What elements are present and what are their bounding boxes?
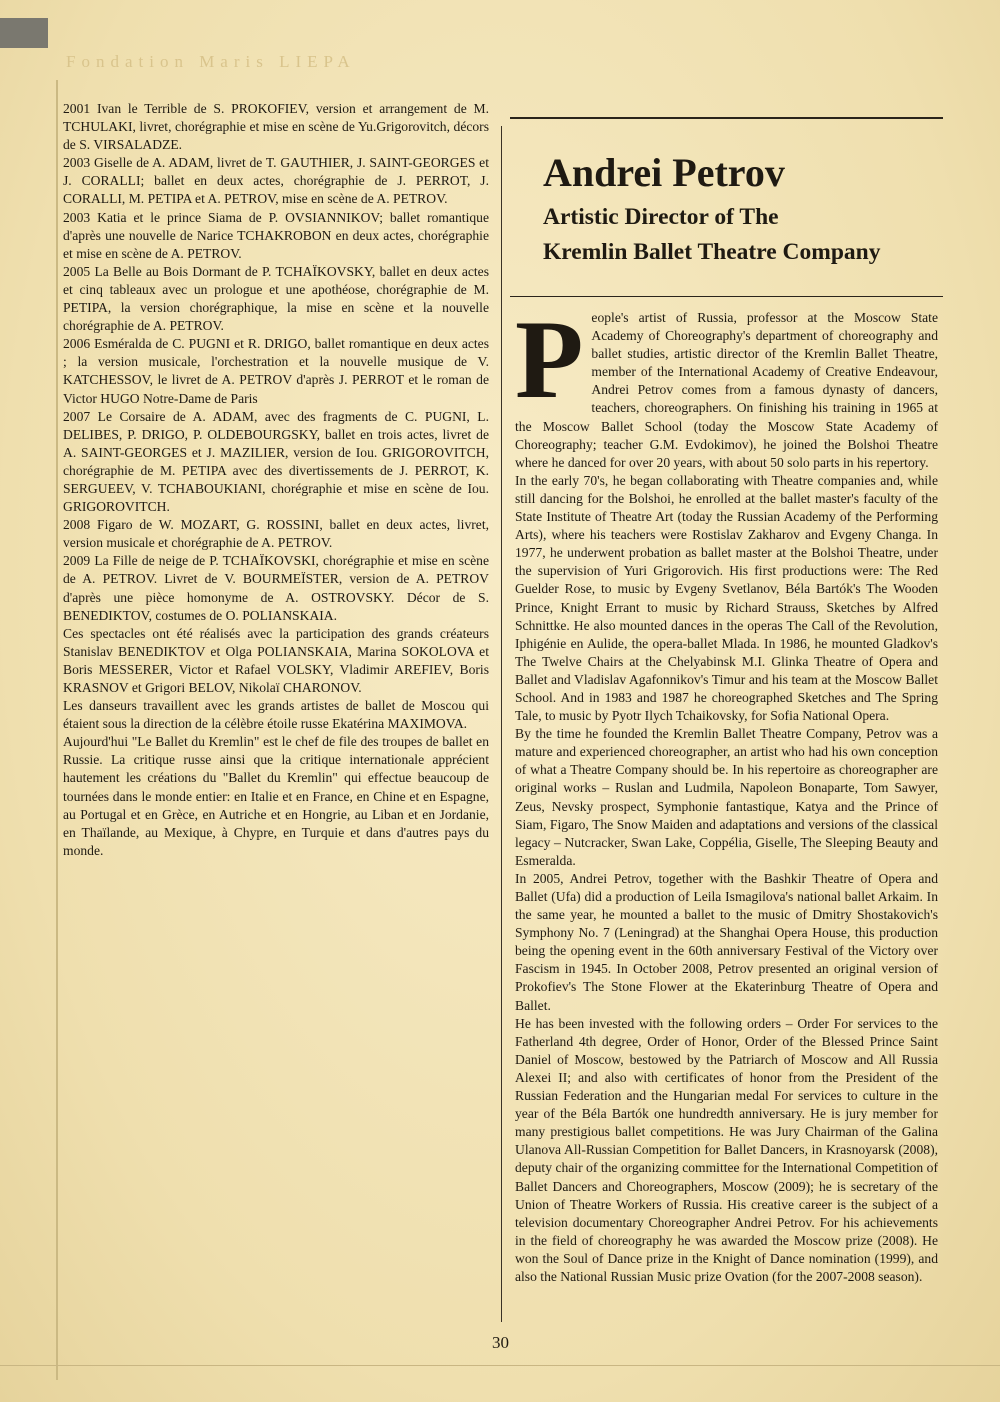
scan-corner-mark (0, 18, 48, 48)
right-column (515, 298, 938, 1286)
intro-text: eople's artist of Russia, professor at the Moscow State Academy of Choreography's department of choreography and ballet studies, artistic director of the Kremlin Ballet Theatre, member of the International Academy of Creative Endeavour, Andrei Petrov comes from a famous dynasty of dancers, teachers, choreographers. On finishing his training in 1965 at the Moscow Ballet School (today the Moscow State Academy of Choreography; teacher G.M. Evdokimov), he joined the Bolshoi Theatre where he danced for over 20 years, with about 50 solo parts in his repertory. (515, 310, 938, 470)
page-header: Fondation Maris LIEPA (66, 52, 356, 71)
left-paragraph: 2003 Katia et le prince Siama de P. OVSIANNIKOV; ballet romantique d'après une nouvelle de Narice TCHAKROBON en deux actes, chorégraphie et mise en scène de A. PETROV. (63, 209, 489, 261)
column-divider (501, 126, 502, 1322)
left-paragraph: Ces spectacles ont été réalisés avec la participation des grands créateurs Stanislav BENEDIKTOV et Olga POLIANSKAIA, Marina SOKOLOVA et Boris MESSERER, Victor et Rafael VOLSKY, Vladimir AREFIEV, Boris KRASNOV et Grigori BELOV, Nikolaï CHARONOV. (63, 625, 489, 695)
biography-paragraph: He has been invested with the following orders – Order For services to the Fatherland 4th degree, Order of Honor, Order of the Blessed Prince Saint Daniel of Moscow, bestowed by the Patriarch of Moscow and All Russia Alexei II; and also with certificates of honor from the President of the Russian Federation and the Hungarian medal For services to culture in the year of the Béla Bartók one hundredth anniversary. He is jury member for many prestigious ballet competitions. He was Jury Chairman of the Galina Ulanova All-Russian Competition for Ballet Dancers, in Krasnoyarsk (2008), deputy chair of the organizing committee for the International Competition of Ballet Dancers and Choreographers, Moscow (2009); he is secretary of the Union of Theatre Workers of Russia. His creative career is the subject of a television documentary Choreographer Andrei Petrov. For his achievements in the field of choreography he was awarded the Moscow prize (2008). He won the Soul of Dance prize in the Knight of Dance nomination (1999), and also the National Russian Music prize Ovation (for the 2007-2008 season). (515, 1015, 938, 1284)
left-paragraph: 2008 Figaro de W. MOZART, G. ROSSINI, ballet en deux actes, livret, version musicale et chorégraphie de A. PETROV. (63, 517, 489, 551)
page-number: 30 (492, 1333, 509, 1352)
title-top-rule (510, 117, 943, 119)
article-subtitle-line-1: Artistic Director of The (543, 204, 779, 230)
left-paragraph: Aujourd'hui "Le Ballet du Kremlin" est le chef de file des troupes de ballet en Russie. La critique russe ainsi que la critique internationale apprécient hautement les créations du "Ballet du Kremlin" qui effectue beaucoup de tournées dans le monde entier: en Italie et en France, en Chine et en Espagne, au Portugal et en Grèce, en Autriche et en Hongrie, au Liban et en Jordanie, en Thaïlande, au Mexique, à Chypre, en Turquie et dans d'autres pays du monde. (63, 734, 489, 858)
biography-paragraph: By the time he founded the Kremlin Ballet Theatre Company, Petrov was a mature and experienced choreographer, an artist who had his own conception of what a Theatre Company should be. In his repertoire as choreographer are original works – Ruslan and Ludmila, Napoleon Bonaparte, Tom Sawyer, Zeus, Nevsky prospect, Symphonie fantastique, Katya and the Prince of Siam, Figaro, The Snow Maiden and adaptations and versions of the classical legacy – Nutcracker, Swan Lake, Coppélia, Giselle, The Sleeping Beauty and Esmeralda. (515, 726, 938, 868)
left-paragraph: 2003 Giselle de A. ADAM, livret de T. GAUTHIER, J. SAINT-GEORGES et J. CORALLI; ballet en deux actes, chorégraphie de J. PERROT, J. CORALLI, M. PETIPA et A. PETROV, mise en scène de A. PETROV. (63, 155, 489, 207)
title-bottom-rule (510, 296, 943, 297)
left-paragraph: 2001 Ivan le Terrible de S. PROKOFIEV, version et arrangement de M. TCHULAKI, livret, chorégraphie et mise en scène de Yu.Grigorovitch, décors de S. VIRSALADZE. (63, 101, 489, 153)
left-paragraph: 2005 La Belle au Bois Dormant de P. TCHAÏKOVSKY, ballet en deux actes et cinq tableaux avec un prologue et une apothéose, chorégraphie de M. PETIPA, la version chorégraphique, la mise en scène et la nouvelle chorégraphie de A. PETROV. (63, 263, 489, 334)
drop-cap: P (515, 298, 584, 422)
left-margin-rule (56, 80, 58, 1380)
left-paragraph: 2006 Esméralda de C. PUGNI et R. DRIGO, ballet romantique en deux actes ; la version musicale, l'orchestration et la nouvelle musique de V. KATCHESSOV, le livret de A. PETROV d'après J. PERROT et le roman de Victor HUGO Notre-Dame de Paris (63, 336, 489, 406)
biography-paragraph: In the early 70's, he began collaborating with Theatre companies and, while still dancing for the Bolshoi, he enrolled at the ballet master's faculty of the State Institute of Theatre Art (today the Russian Academy of the Performing Arts), where his teachers were Rostislav Zakharov and Evgeny Changa. In 1977, he underwent probation as ballet master at the Bolshoi Theatre, under the supervision of Yuri Grigorovich. His first productions were: The Red Guelder Rose, to music by Evgeny Svetlanov, Béla Bartók's The Wooden Prince, Knight Errant to music by Richard Strauss, Sketches by Alfred Schnittke. He also mounted dances in the operas The Call of the Revolution, Iphigénie en Aulide, the opera-ballet Mlada. In 1986, he mounted Gladkov's The Twelve Chairs at the Chelyabinsk M.I. Glinka Theatre of Opera and Ballet and Vladislav Agafonnikov's Timur and his team at the Moscow Ballet School. And in 1983 and 1987 he choreographed Sketches and The Spring Tale, to music by Pyotr Ilych Tchaikovsky, for Sofia National Opera. (515, 472, 938, 724)
footer-rule (0, 1365, 1000, 1366)
biography-paragraph: In 2005, Andrei Petrov, together with the Bashkir Theatre of Opera and Ballet (Ufa) did a production of Leila Ismagilova's national ballet Arkaim. In the same year, he mounted a ballet to the music of Dmitry Shostakovich's Symphony No. 7 (Leningrad) at the Shanghai Opera House, this production being the opening event in the 60th anniversary Festival of the Victory over Fascism in 1945. In October 2008, Petrov presented an original version of Prokofiev's The Stone Flower at the Ekaterinburg Theatre of Opera and Ballet. (515, 870, 938, 1013)
left-paragraph: 2009 La Fille de neige de P. TCHAÏKOVSKI, chorégraphie et mise en scène de A. PETROV. Livret de V. BOURMEÏSTER, version de A. PETROV d'après une pièce homonyme de A. OSTROVSKY. Décor de S. BENEDIKTOV, costumes de O. POLIANSKAIA. (63, 553, 489, 623)
left-paragraph: Les danseurs travaillent avec les grands artistes de ballet de Moscou qui étaient sous la direction de la célèbre étoile russe Ekatérina MAXIMOVA. (63, 698, 489, 732)
left-paragraph: 2007 Le Corsaire de A. ADAM, avec des fragments de C. PUGNI, L. DELIBES, P. DRIGO, P. OLDEBOURGSKY, ballet en trois actes, livret de A. SAINT-GEORGES et J. MAZILIER, version de Iou. GRIGOROVITCH, chorégraphie de M. PETIPA avec des divertissements de J. PERROT, K. SERGUEEV, V. TCHABOUKIANI, chorégraphie et mise en scène de Iou. GRIGOROVITCH. (63, 408, 489, 515)
biography-intro-paragraph (515, 298, 938, 472)
article-title: Andrei Petrov (543, 150, 785, 195)
article-title-block (543, 150, 943, 270)
article-subtitle-line-2: Kremlin Ballet Theatre Company (543, 239, 881, 265)
left-column (63, 100, 489, 860)
